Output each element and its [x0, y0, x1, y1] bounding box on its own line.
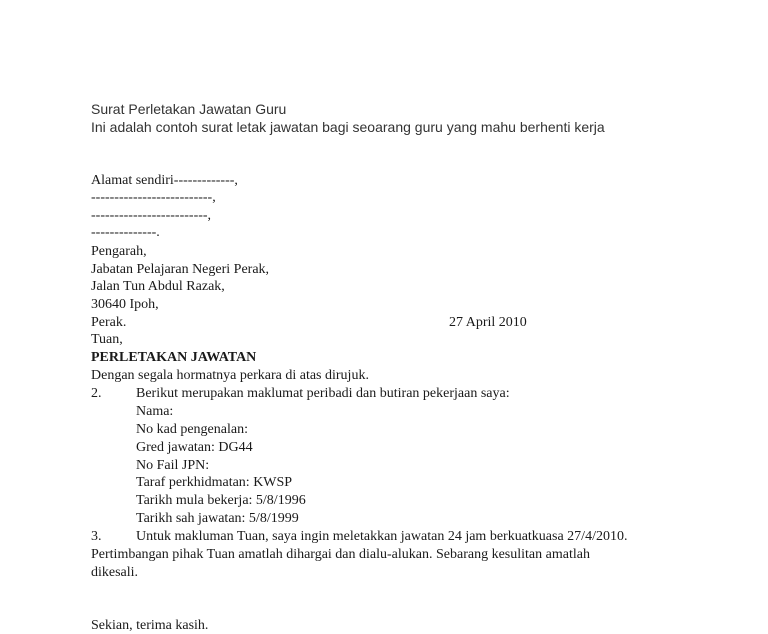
- recipient-address-line: Pengarah,: [91, 244, 147, 259]
- letter-date: 27 April 2010: [449, 315, 527, 330]
- page-title: Surat Perletakan Jawatan Guru: [91, 101, 287, 117]
- detail-item: No kad pengenalan:: [136, 422, 248, 437]
- salutation: Tuan,: [91, 332, 123, 347]
- paragraph-3-continuation: dikesali.: [91, 565, 139, 580]
- letter-subject: PERLETAKAN JAWATAN: [91, 350, 257, 365]
- sender-address-line: --------------------------,: [91, 190, 216, 205]
- recipient-address-line: Jabatan Pelajaran Negeri Perak,: [91, 262, 270, 277]
- recipient-address-line: Jalan Tun Abdul Razak,: [91, 279, 225, 294]
- recipient-address-line: Perak.: [91, 315, 127, 330]
- recipient-address-line: 30640 Ipoh,: [91, 297, 159, 312]
- detail-item: Tarikh sah jawatan: 5/8/1999: [136, 511, 299, 526]
- paragraph-text: Untuk makluman Tuan, saya ingin meletakkan jawatan 24 jam berkuatkuasa 27/4/2010.: [136, 529, 628, 544]
- paragraph-text: Berikut merupakan maklumat peribadi dan butiran pekerjaan saya:: [136, 386, 510, 401]
- sender-address-line: --------------.: [91, 225, 160, 240]
- paragraph-3: [91, 528, 627, 545]
- paragraph-2: [91, 385, 510, 402]
- paragraph-3-continuation: Pertimbangan pihak Tuan amatlah dihargai dan dialu-alukan. Sebarang kesulitan amatlah: [91, 547, 590, 562]
- sender-address-line: -------------------------,: [91, 208, 212, 223]
- page-subtitle: Ini adalah contoh surat letak jawatan bagi seoarang guru yang mahu berhenti kerja: [91, 119, 605, 135]
- detail-item: Nama:: [136, 404, 174, 419]
- sender-address-line: Alamat sendiri-------------,: [91, 173, 238, 188]
- paragraph-number: 3.: [91, 529, 102, 544]
- paragraph-number: 2.: [91, 386, 102, 401]
- closing-line: Sekian, terima kasih.: [91, 618, 209, 633]
- detail-item: Taraf perkhidmatan: KWSP: [136, 475, 293, 490]
- detail-item: No Fail JPN:: [136, 458, 210, 473]
- intro-paragraph: Dengan segala hormatnya perkara di atas dirujuk.: [91, 368, 369, 383]
- detail-item: Tarikh mula bekerja: 5/8/1996: [136, 493, 306, 508]
- detail-item: Gred jawatan: DG44: [136, 440, 253, 455]
